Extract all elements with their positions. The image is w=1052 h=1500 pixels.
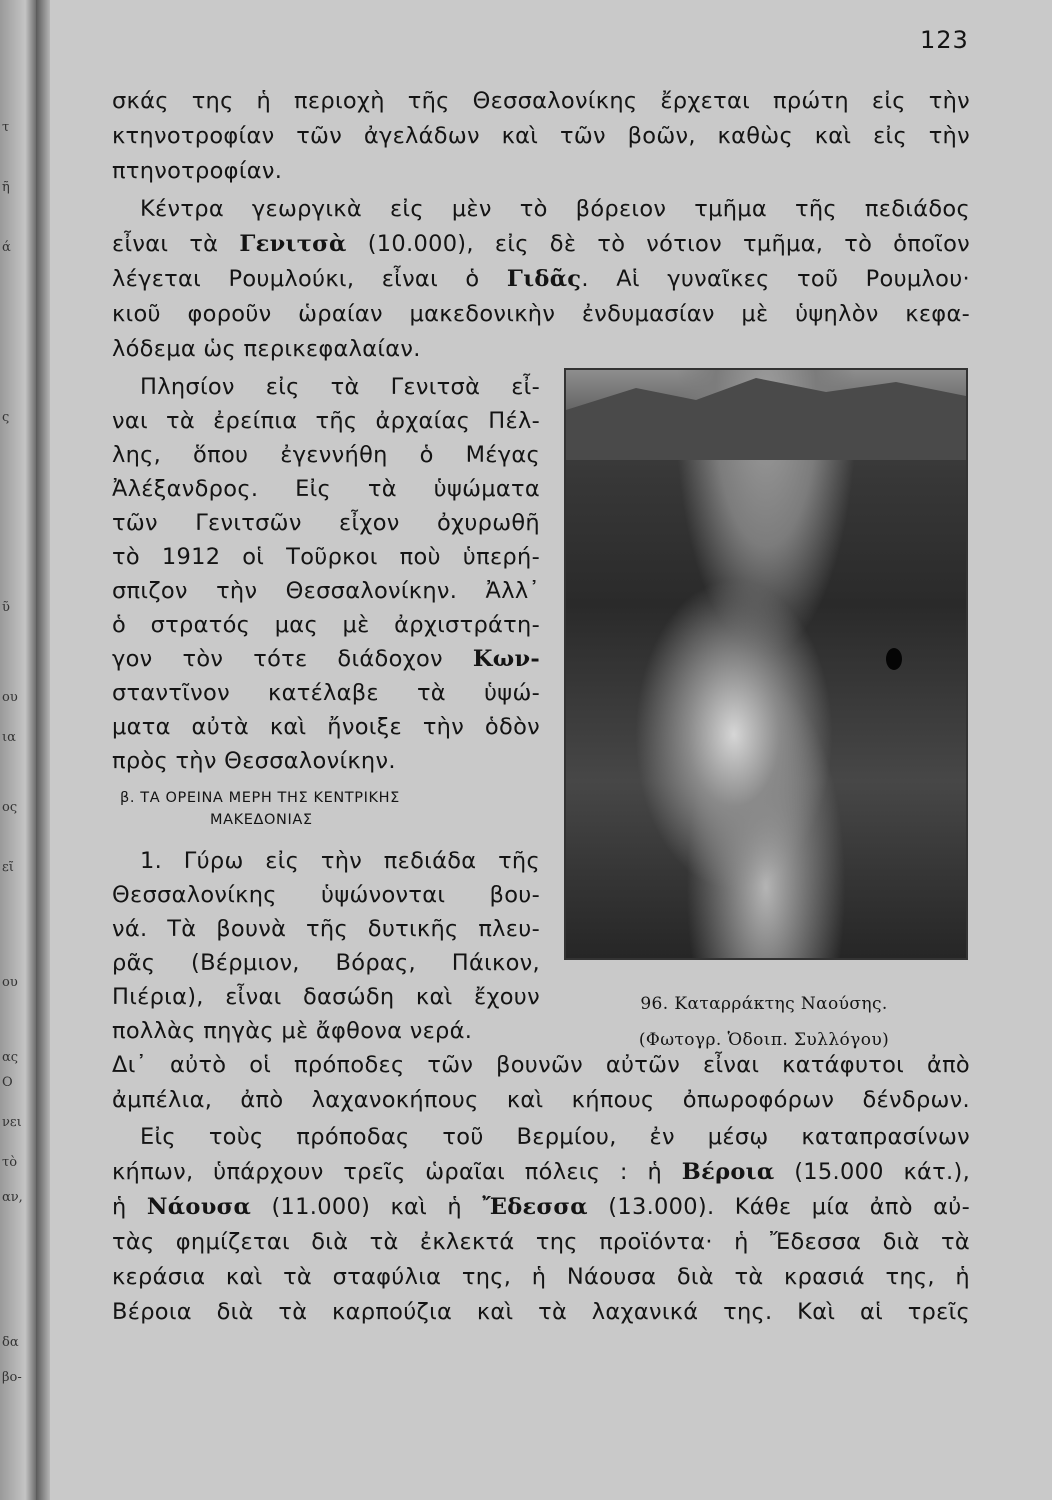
book-gutter	[36, 0, 50, 1500]
adjacent-fragment: τ	[2, 120, 10, 135]
adjacent-fragment: ου	[2, 975, 18, 990]
body-line: Κέντρα γεωργικὰ εἰς μὲν τὸ βόρειον τμῆμα τῆς πεδιάδος	[140, 196, 970, 222]
section-heading: β. ΤΑ ΟΡΕΙΝΑ ΜΕΡΗ ΤΗΣ ΚΕΝΤΡΙΚΗΣ	[120, 790, 400, 806]
text-run: γον τὸν τότε διάδοχον	[112, 646, 443, 672]
text-run: κήπων, ὑπάρχουν τρεῖς ὡραῖαι πόλεις : ἡ	[112, 1159, 663, 1185]
body-line	[112, 1159, 970, 1185]
text-run: (13.000). Κάθε μία ἀπὸ αὐ-	[608, 1194, 971, 1220]
column-line: Θεσσαλονίκης ὑψώνονται βου-	[112, 882, 540, 908]
adjacent-fragment: ῦ	[2, 600, 10, 615]
text-run: ἡ	[112, 1194, 127, 1220]
place-name: Γιδᾶς	[506, 266, 582, 292]
section-heading: ΜΑΚΕΔΟΝΙΑΣ	[210, 812, 313, 828]
body-line: Δι᾿ αὐτὸ οἱ πρόποδες τῶν βουνῶν αὐτῶν εἶναι κατάφυτοι ἀπὸ	[112, 1052, 970, 1078]
column-line: τῶν Γενιτσῶν εἶχον ὀχυρωθῆ	[112, 510, 540, 536]
adjacent-fragment: ας	[2, 1050, 19, 1065]
column-line: Ἀλέξανδρος. Εἰς τὰ ὑψώματα	[112, 476, 540, 502]
adjacent-fragment: ς	[2, 410, 10, 425]
figure-credit: (Φωτογρ. Ὁδοιπ. Συλλόγου)	[638, 1030, 890, 1050]
body-line	[112, 266, 970, 292]
body-line	[112, 231, 970, 257]
waterfall-photo	[564, 368, 968, 960]
body-line: ἀμπέλια, ἀπὸ λαχανοκήπους καὶ κήπους ὀπωροφόρων δένδρων.	[112, 1087, 970, 1113]
adjacent-fragment: ά	[2, 240, 11, 255]
body-line	[112, 1194, 970, 1220]
column-line: πολλὰς πηγὰς μὲ ἄφθονα νερά.	[112, 1018, 473, 1044]
adjacent-fragment: ῆ	[2, 180, 10, 195]
column-line: 1. Γύρω εἰς τὴν πεδιάδα τῆς	[140, 848, 540, 874]
body-line: τὰς φημίζεται διὰ τὰ ἐκλεκτά της προϊόντα· ἡ Ἔδεσσα διὰ τὰ	[112, 1229, 970, 1255]
column-line: ναι τὰ ἐρείπια τῆς ἀρχαίας Πέλ-	[112, 408, 540, 434]
column-line: ματα αὐτὰ καὶ ἤνοιξε τὴν ὁδὸν	[112, 714, 540, 740]
column-line: πρὸς τὴν Θεσσαλονίκην.	[112, 748, 396, 774]
adjacent-fragment: αν,	[2, 1190, 23, 1205]
name-emphasis: σταντῖνον	[112, 680, 230, 706]
city-name: Ἔδεσσα	[482, 1194, 588, 1220]
column-line: Πιέρια), εἶναι δασώδη καὶ ἔχουν	[112, 984, 540, 1010]
column-line	[112, 680, 540, 706]
column-line: ρᾶς (Βέρμιον, Βόρας, Πάικον,	[112, 950, 540, 976]
city-name: Βέροια	[681, 1159, 775, 1185]
adjacent-fragment: βο-	[2, 1370, 22, 1385]
adjacent-fragment: ος	[2, 800, 18, 815]
text-run: (11.000) καὶ ἡ	[271, 1194, 462, 1220]
adjacent-fragment: Ο	[2, 1075, 13, 1090]
text-run: κατέλαβε τὰ ὑψώ-	[268, 680, 541, 706]
text-run: εἶναι τὰ	[112, 231, 219, 257]
column-line: τὸ 1912 οἱ Τοῦρκοι ποὺ ὑπερή-	[112, 544, 540, 570]
body-line: κιοῦ φοροῦν ὡραίαν μακεδονικὴν ἐνδυμασίαν μὲ ὑψηλὸν κεφα-	[112, 301, 970, 327]
column-line: ὁ στρατός μας μὲ ἀρχιστράτη-	[112, 612, 540, 638]
column-line: Πλησίον εἰς τὰ Γενιτσὰ εἶ-	[140, 374, 540, 400]
city-name: Νάουσα	[146, 1194, 252, 1220]
body-line: πτηνοτροφίαν.	[112, 158, 283, 184]
adjacent-fragment: ου	[2, 690, 18, 705]
text-run: . Αἱ γυναῖκες τοῦ Ρουμλου·	[581, 266, 971, 292]
text-run: λέγεται Ρουμλούκι, εἶναι ὁ	[112, 266, 480, 292]
adjacent-fragment: νει	[2, 1115, 22, 1130]
adjacent-fragment: εῖ	[2, 860, 14, 875]
column-line: σπιζον τὴν Θεσσαλονίκην. Ἀλλ᾿	[112, 578, 540, 604]
print-blemish	[886, 648, 902, 670]
text-run: (10.000), εἰς δὲ τὸ νότιον τμῆμα, τὸ ὁποῖον	[367, 231, 971, 257]
place-name: Γενιτσὰ	[239, 231, 347, 257]
figure-caption: 96. Καταρράκτης Ναούσης.	[640, 994, 888, 1014]
adjacent-fragment: δα	[2, 1335, 19, 1350]
body-line: Εἰς τοὺς πρόποδας τοῦ Βερμίου, ἐν μέσῳ καταπρασίνων	[140, 1124, 970, 1150]
adjacent-fragment: τὸ	[2, 1155, 18, 1170]
body-line: Βέροια διὰ τὰ καρπούζια καὶ τὰ λαχανικά της. Καὶ αἱ τρεῖς	[112, 1299, 970, 1325]
mountain-silhouette	[566, 370, 966, 460]
adjacent-page-edge	[0, 0, 36, 1500]
name-emphasis: Κων-	[472, 646, 541, 672]
page-number: 123	[920, 26, 969, 54]
body-line: κτηνοτροφίαν τῶν ἀγελάδων καὶ τῶν βοῶν, καθὼς καὶ εἰς τὴν	[112, 123, 970, 149]
body-line: σκάς της ἡ περιοχὴ τῆς Θεσσαλονίκης ἔρχεται πρώτη εἰς τὴν	[112, 88, 970, 114]
column-line	[112, 646, 540, 672]
body-line: κεράσια καὶ τὰ σταφύλια της, ἡ Νάουσα διὰ τὰ κρασιά της, ἡ	[112, 1264, 970, 1290]
body-line: λόδεμα ὡς περικεφαλαίαν.	[112, 336, 421, 362]
adjacent-fragment: ια	[2, 730, 16, 745]
book-page	[50, 0, 1052, 1500]
column-line: λης, ὅπου ἐγεννήθη ὁ Μέγας	[112, 442, 540, 468]
text-run: (15.000 κάτ.),	[794, 1159, 971, 1185]
column-line: νά. Τὰ βουνὰ τῆς δυτικῆς πλευ-	[112, 916, 540, 942]
